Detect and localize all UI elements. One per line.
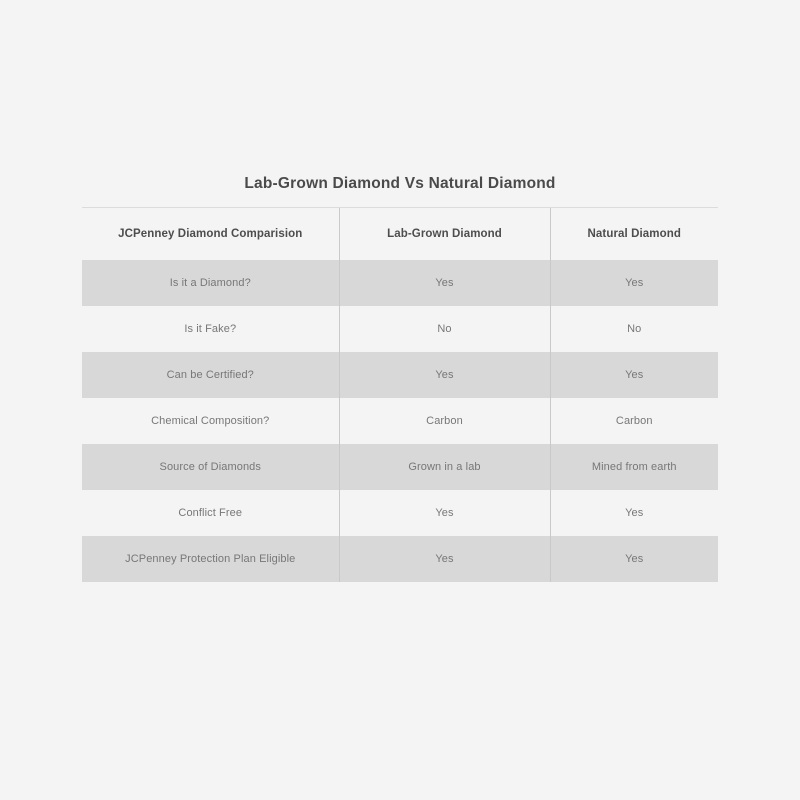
natural-value: Yes	[550, 536, 718, 582]
table-row	[82, 490, 718, 536]
row-label: Chemical Composition?	[151, 415, 270, 427]
natural-value: Yes	[550, 490, 718, 536]
natural-value: Yes	[550, 260, 718, 306]
natural-value: No	[550, 306, 718, 352]
column-header-comparison: JCPenney Diamond Comparision	[118, 228, 303, 240]
row-label: Conflict Free	[178, 507, 243, 519]
table-row	[82, 398, 718, 444]
column-header-natural: Natural Diamond	[550, 208, 718, 260]
column-header-lab-grown: Lab-Grown Diamond	[339, 208, 550, 260]
row-label: Is it Fake?	[184, 323, 237, 335]
row-label: Source of Diamonds	[82, 444, 339, 490]
comparison-table-container	[82, 175, 718, 582]
row-label: JCPenney Protection Plan Eligible	[82, 536, 339, 582]
table-header	[82, 208, 718, 260]
page-title: Lab-Grown Diamond Vs Natural Diamond	[82, 175, 718, 208]
row-label: Is it a Diamond?	[82, 260, 339, 306]
table-body	[82, 260, 718, 582]
table-row	[82, 352, 718, 398]
lab-grown-value: Yes	[339, 536, 550, 582]
row-label: Can be Certified?	[82, 352, 339, 398]
natural-value: Mined from earth	[550, 444, 718, 490]
lab-grown-value: Yes	[339, 260, 550, 306]
table-header-row	[82, 208, 718, 260]
natural-value: Carbon	[550, 398, 718, 444]
natural-value: Yes	[550, 352, 718, 398]
lab-grown-value: Yes	[339, 490, 550, 536]
table-row	[82, 306, 718, 352]
table-row	[82, 444, 718, 490]
lab-grown-value: No	[339, 306, 550, 352]
lab-grown-value: Grown in a lab	[339, 444, 550, 490]
table-row	[82, 536, 718, 582]
diamond-comparison-table	[82, 208, 718, 582]
lab-grown-value: Carbon	[339, 398, 550, 444]
lab-grown-value: Yes	[339, 352, 550, 398]
table-row	[82, 260, 718, 306]
